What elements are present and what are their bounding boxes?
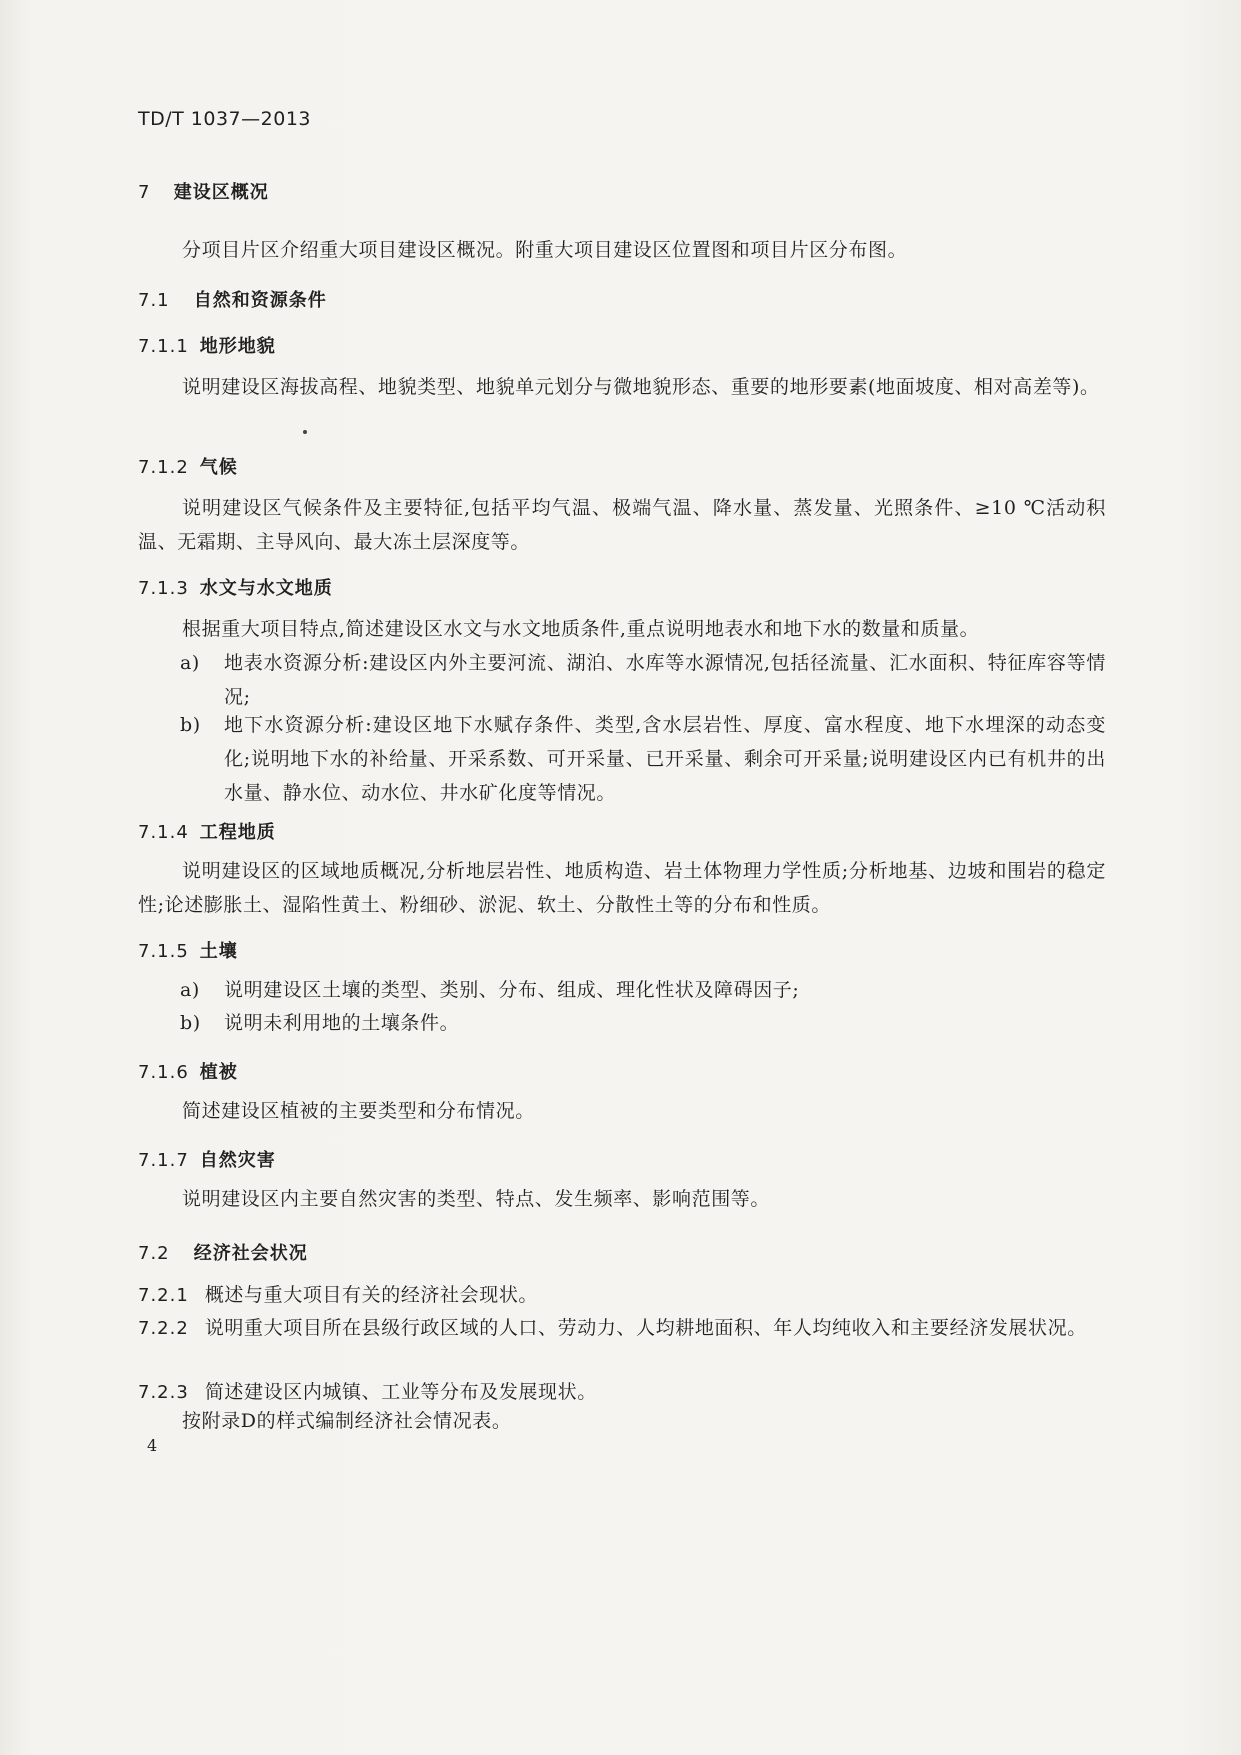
clause-number: 7.2.3: [138, 1382, 189, 1403]
section-number: 7.1.7: [138, 1150, 189, 1171]
section-title: 工程地质: [199, 822, 276, 843]
clause-7-2-3-note: 按附录D的样式编制经济社会情况表。: [182, 1410, 512, 1432]
section-7-paragraph: 分项目片区介绍重大项目建设区概况。附重大项目建设区位置图和项目片区分布图。: [182, 239, 908, 261]
clause-text: 简述建设区内城镇、工业等分布及发展现状。: [204, 1381, 597, 1403]
section-7-1-6-heading: [138, 1058, 238, 1084]
section-number: 7.2: [138, 1243, 170, 1264]
section-7-1-7-paragraph: 说明建设区内主要自然灾害的类型、特点、发生频率、影响范围等。: [182, 1188, 771, 1210]
section-7-1-1-heading: [138, 332, 276, 358]
section-7-1-6-paragraph: 简述建设区植被的主要类型和分布情况。: [182, 1100, 535, 1122]
section-7-1-7-heading: [138, 1146, 276, 1172]
section-title: 土壤: [199, 941, 238, 962]
section-number: 7.1.3: [138, 578, 189, 599]
list-marker: a): [180, 652, 200, 674]
section-7-1-heading: [138, 286, 327, 312]
section-title: 地形地貌: [199, 336, 276, 357]
clause-7-2-2: [138, 1311, 1106, 1346]
list-marker: b): [180, 1012, 201, 1034]
scan-speck: [303, 430, 307, 434]
clause-text: 概述与重大项目有关的经济社会现状。: [204, 1284, 539, 1306]
section-number: 7.1.4: [138, 822, 189, 843]
clause-number: 7.2.1: [138, 1285, 189, 1306]
list-marker: a): [180, 979, 200, 1001]
clause-7-2-1: [138, 1278, 1106, 1313]
section-number: 7.1.2: [138, 457, 189, 478]
page-number: 4: [147, 1436, 158, 1455]
list-marker: b): [180, 714, 201, 736]
list-text: 地表水资源分析:建设区内外主要河流、湖泊、水库等水源情况,包括径流量、汇水面积、特征库容等情况;: [224, 652, 1106, 708]
clause-number: 7.2.2: [138, 1318, 189, 1339]
section-title: 气候: [199, 457, 238, 478]
list-item: [180, 646, 1106, 714]
section-7-1-5-heading: [138, 937, 238, 963]
list-item: [180, 973, 1106, 1007]
section-title: 自然和资源条件: [193, 290, 327, 311]
section-7-2-heading: [138, 1239, 308, 1265]
section-7-1-2-paragraph: 说明建设区气候条件及主要特征,包括平均气温、极端气温、降水量、蒸发量、光照条件、≥10 ℃活动积温、无霜期、主导风向、最大冻土层深度等。: [138, 497, 1106, 553]
section-7-1-2-heading: [138, 453, 238, 479]
section-7-1-3-paragraph: 根据重大项目特点,简述建设区水文与水文地质条件,重点说明地表水和地下水的数量和质量。: [182, 618, 980, 640]
section-7-1-4-paragraph: 说明建设区的区域地质概况,分析地层岩性、地质构造、岩土体物理力学性质;分析地基、边坡和围岩的稳定性;论述膨胀土、湿陷性黄土、粉细砂、淤泥、软土、分散性土等的分布和性质。: [138, 860, 1106, 916]
clause-text: 说明重大项目所在县级行政区域的人口、劳动力、人均耕地面积、年人均纯收入和主要经济发展状况。: [204, 1317, 1087, 1339]
list-text: 说明建设区土壤的类型、类别、分布、组成、理化性状及障碍因子;: [224, 979, 800, 1001]
section-number: 7.1: [138, 290, 170, 311]
list-item: [180, 708, 1106, 810]
list-text: 地下水资源分析:建设区地下水赋存条件、类型,含水层岩性、厚度、富水程度、地下水埋深的动态变化;说明地下水的补给量、开采系数、可开采量、已开采量、剩余可开采量;说明建设区内已有机井的出水量、静水位、动水位、井水矿化度等情况。: [224, 714, 1106, 804]
section-title: 经济社会状况: [193, 1243, 308, 1264]
list-text: 说明未利用地的土壤条件。: [224, 1012, 460, 1034]
section-number: 7.1.1: [138, 336, 189, 357]
standard-code-header: TD/T 1037—2013: [138, 108, 311, 130]
section-title: 植被: [199, 1062, 238, 1083]
section-number: 7: [138, 182, 151, 203]
section-7-1-1-paragraph: 说明建设区海拔高程、地貌类型、地貌单元划分与微地貌形态、重要的地形要素(地面坡度、相对高差等)。: [182, 376, 1100, 398]
section-7-1-4-heading: [138, 818, 276, 844]
section-number: 7.1.6: [138, 1062, 189, 1083]
list-item: [180, 1006, 1106, 1040]
section-title: 建设区概况: [173, 182, 269, 203]
section-7-heading: [138, 178, 269, 204]
section-title: 水文与水文地质: [199, 578, 333, 599]
section-title: 自然灾害: [199, 1150, 276, 1171]
section-7-1-3-heading: [138, 574, 333, 600]
section-number: 7.1.5: [138, 941, 189, 962]
